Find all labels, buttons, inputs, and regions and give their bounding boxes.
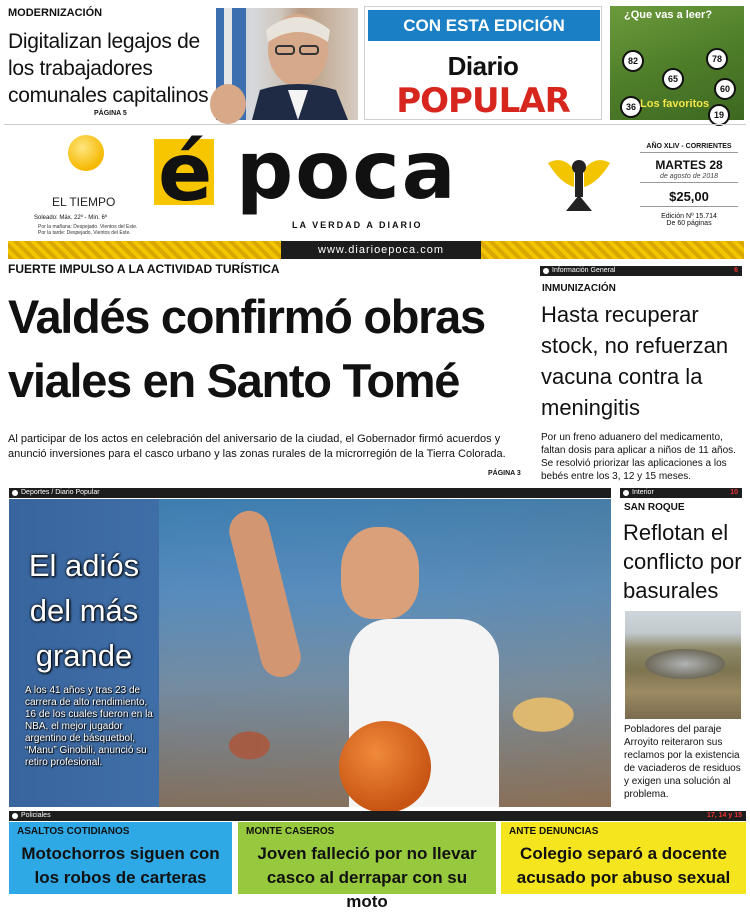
mascot-icon (544, 153, 614, 215)
logo-e: é (158, 126, 213, 219)
promo-diario-label: Diario (447, 51, 519, 81)
weather-temps: Soleado: Máx. 22º - Mín. 6º (34, 215, 108, 221)
weather-morning: Por la mañana: Despejado. Vientos del Este. (38, 224, 138, 230)
bingo-ball: 36 (620, 96, 642, 118)
section-page: 17, 14 y 15 (706, 812, 742, 819)
feature-text: A los 41 años y tras 23 de carrera de alto rendimiento, 16 de los cuales fueron en la NBA, el mejor jugador argentino de básquetbol, “Manu” Ginobili, anunció su retiro profesional. (25, 685, 153, 768)
weather-label: EL TIEMPO (52, 195, 116, 209)
main-kicker: FUERTE IMPULSO A LA ACTIVIDAD TURÍSTICA (8, 262, 280, 276)
inm-headline[interactable]: Hasta recuperar stock, no refuerzan vacuna contra la meningitis (541, 302, 729, 420)
edition-year: AÑO XLIV - CORRIENTES (646, 143, 732, 150)
weather-box (34, 131, 144, 241)
teaser-page-ref: PÁGINA 5 (94, 110, 127, 117)
policiales-item[interactable] (501, 822, 746, 894)
policiales-kicker: MONTE CASEROS (246, 826, 335, 837)
bingo-ball: 82 (622, 50, 644, 72)
policiales-kicker: ASALTOS COTIDIANOS (17, 826, 130, 837)
inm-kicker: INMUNIZACIÓN (542, 283, 616, 294)
section-page: 6 (734, 267, 738, 274)
section-bar-interior (620, 488, 742, 498)
sr-kicker: SAN ROQUE (624, 502, 685, 513)
feature-title[interactable]: El adiós del más grande (28, 548, 140, 673)
teaser-kicker: MODERNIZACIÓN (8, 7, 103, 19)
section-label: Policiales (21, 812, 51, 819)
weather-afternoon: Por la tarde: Despejado. Vientos del Este. (38, 230, 131, 236)
slogan: LA VERDAD A DIARIO (292, 220, 423, 230)
bingo-ball: 60 (714, 78, 736, 100)
sr-headline[interactable]: Reflotan el conflicto por basurales (623, 520, 742, 603)
main-page-ref: PÁGINA 3 (488, 470, 521, 477)
promo-band: CON ESTA EDICIÓN (368, 10, 600, 41)
edition-day: MARTES 28 (655, 158, 723, 172)
site-url-link[interactable]: www.diarioepoca.com (281, 241, 481, 259)
promo-diario-popular[interactable] (364, 6, 602, 120)
main-headline[interactable]: Valdés confirmó obras viales en Santo Tomé (8, 290, 485, 407)
section-page: 10 (730, 489, 738, 496)
bingo-ball: 78 (706, 48, 728, 70)
logo-wordmark[interactable]: poca (236, 124, 458, 217)
teaser-headline[interactable]: Digitalizan legajos de los trabajadores comunales capitalinos (8, 30, 209, 107)
player-head (341, 527, 419, 619)
main-lead: Al participar de los actos en celebración del aniversario de la ciudad, el Gobernador firmó acuerdos y anunció inversiones para el casco urbano y las zonas rurales de la microrregión de la Tierra Colorada. (8, 433, 506, 460)
policiales-headline[interactable]: Joven falleció por no llevar casco al derrapar con su moto (257, 844, 477, 911)
section-bar-deportes (9, 488, 611, 498)
bingo-ball: 65 (662, 68, 684, 90)
basketball-icon (339, 721, 431, 813)
garbage-pile (645, 649, 725, 679)
basural-photo (625, 611, 741, 719)
policiales-kicker: ANTE DENUNCIAS (509, 826, 599, 837)
policiales-headline[interactable]: Colegio separó a docente acusado por abuso sexual (516, 844, 731, 887)
policiales-item[interactable] (238, 822, 496, 911)
section-label: Información General (552, 267, 616, 274)
section-label: Deportes / Diario Popular (21, 489, 100, 496)
feature-photo-story[interactable] (9, 499, 611, 807)
promo-popular-label: POPULAR (396, 81, 570, 121)
teaser-photo (216, 8, 358, 120)
policiales-item[interactable] (9, 822, 232, 894)
bingo-question: ¿Que vas a leer? (624, 9, 713, 21)
inm-body: Por un freno aduanero del medicamento, faltan dosis para aplicar a niños de 11 años. Se resolvió priorizar las aplicaciones a los bebés entre los 3, 12 y 15 meses. (541, 432, 736, 482)
bingo-ball: 19 (708, 104, 730, 126)
url-bar (8, 241, 744, 259)
sr-body: Pobladores del paraje Arroyito reiteraron sus reclamos por la existencia de vaciaderos de residuos y exigen una solución al problema. (624, 724, 741, 800)
policiales-headline[interactable]: Motochorros siguen con los robos de carteras (21, 844, 220, 887)
edition-number: Edición Nº 15.714 (661, 213, 717, 220)
top-teaser[interactable] (4, 4, 358, 120)
section-bar-info-general (540, 266, 742, 276)
masthead (4, 124, 746, 260)
edition-info (634, 143, 744, 227)
section-bar-policiales (9, 811, 746, 821)
bingo-promo[interactable] (610, 6, 744, 120)
edition-date: de agosto de 2018 (660, 173, 718, 180)
bingo-favoritos: Los favoritos (640, 98, 710, 110)
section-label: Interior (632, 489, 654, 496)
edition-price: $25,00 (669, 189, 709, 204)
edition-pages: De 60 páginas (666, 220, 712, 227)
sun-icon (68, 135, 104, 171)
